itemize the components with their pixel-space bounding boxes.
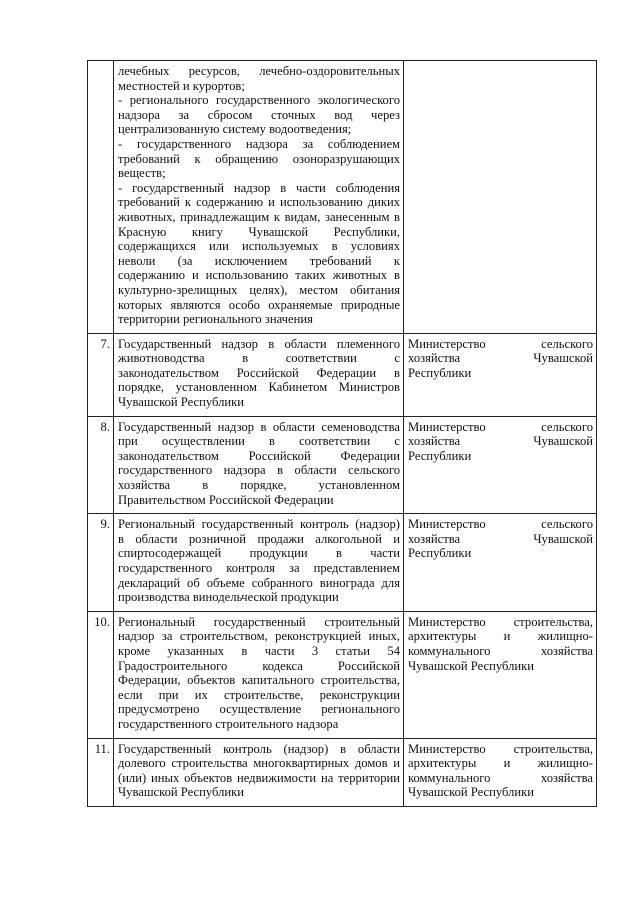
supervision-text-line: животноводства в соответствии с xyxy=(118,351,400,366)
supervision-text-line: государственного надзора в области сельского xyxy=(118,463,400,478)
supervision-table xyxy=(87,60,597,807)
supervision-type-cell xyxy=(114,61,404,334)
supervision-text-line: неволи (за исключением требований к xyxy=(118,253,400,268)
supervision-type-cell xyxy=(114,514,404,612)
responsible-body-line: Республики xyxy=(408,448,472,463)
supervision-text-line: требований к обращению озоноразрушающих xyxy=(118,151,400,166)
supervision-text-line: которых являются особо охраняемые природные xyxy=(118,297,400,312)
table-row xyxy=(88,514,597,612)
responsible-body-line: хозяйства Чувашской xyxy=(408,531,593,546)
responsible-body-line: архитектуры и жилищно- xyxy=(408,756,593,771)
supervision-text-line: надзор за строительством, реконструкцией иных, xyxy=(118,629,400,644)
responsible-body-line: хозяйства Чувашской xyxy=(408,351,593,366)
responsible-body-line: Министерство строительства, xyxy=(408,741,593,756)
supervision-type-cell xyxy=(114,333,404,416)
supervision-text-line: Государственный надзор в области семеноводства xyxy=(118,419,400,434)
supervision-text-line: хозяйства в порядке, установленном xyxy=(118,478,400,493)
supervision-text-line: животных, принадлежащим к видам, занесенным в xyxy=(118,209,400,224)
responsible-body-line: Чувашской Республики xyxy=(408,785,534,800)
supervision-text-line: производства винодельческой продукции xyxy=(118,590,339,605)
supervision-text-line: Государственный надзор в области племенного xyxy=(118,336,400,351)
row-number: 11. xyxy=(88,738,114,806)
row-number: 7. xyxy=(88,333,114,416)
supervision-text-line: Красную книгу Чувашской Республики, xyxy=(118,224,400,239)
supervision-text-line: надзора за сбросом сточных вод через xyxy=(118,107,400,122)
responsible-body-line: хозяйства Чувашской xyxy=(408,434,593,449)
supervision-text-line: веществ; xyxy=(118,166,166,181)
supervision-text-line: предусмотрено осуществление регионального xyxy=(118,702,400,717)
supervision-text-line: содержащихся или используемых в условиях xyxy=(118,239,400,254)
responsible-body-line: Министерство сельского xyxy=(408,419,593,434)
responsible-body-cell xyxy=(404,514,597,612)
responsible-body-line: Министерство строительства, xyxy=(408,614,593,629)
supervision-text-line: законодательством Российской Федерации в xyxy=(118,365,400,380)
supervision-text-line: Федерации, объектов капитального строительства, xyxy=(118,673,400,688)
supervision-type-cell xyxy=(114,416,404,514)
supervision-text-line: Чувашской Республики xyxy=(118,785,244,800)
supervision-type-cell xyxy=(114,611,404,738)
table-row xyxy=(88,611,597,738)
responsible-body-cell xyxy=(404,61,597,334)
responsible-body-cell xyxy=(404,611,597,738)
row-number: 8. xyxy=(88,416,114,514)
responsible-body-line: коммунального хозяйства xyxy=(408,770,593,785)
supervision-text-line: (или) иных объектов недвижимости на территории xyxy=(118,770,400,785)
supervision-text-line: территории регионального значения xyxy=(118,312,313,327)
supervision-text-line: при осуществлении в соответствии с xyxy=(118,434,400,449)
table-row xyxy=(88,416,597,514)
responsible-body-line: Республики xyxy=(408,365,472,380)
table-row xyxy=(88,333,597,416)
supervision-text-line: требований к содержанию и использованию диких xyxy=(118,195,400,210)
supervision-text-line: Государственный контроль (надзор) в области xyxy=(118,741,400,756)
supervision-text-line: Региональный государственный строительный xyxy=(118,614,400,629)
supervision-text-line: долевого строительства многоквартирных домов и xyxy=(118,756,400,771)
responsible-body-cell xyxy=(404,738,597,806)
supervision-text-line: государственного строительного надзора xyxy=(118,716,339,731)
row-number: 9. xyxy=(88,514,114,612)
supervision-text-line: Градостроительного кодекса Российской xyxy=(118,658,400,673)
supervision-text-line: - государственного надзора за соблюдением xyxy=(118,136,400,151)
responsible-body-line: Чувашской Республики xyxy=(408,658,534,673)
row-number: 10. xyxy=(88,611,114,738)
responsible-body-line: Министерство сельского xyxy=(408,517,593,532)
supervision-text-line: в области розничной продажи алкогольной и xyxy=(118,531,400,546)
responsible-body-line: Министерство сельского xyxy=(408,336,593,351)
supervision-text-line: если при их строительстве, реконструкции xyxy=(118,687,400,702)
supervision-text-line: - регионального государственного экологического xyxy=(118,93,400,108)
table-body xyxy=(88,61,597,807)
supervision-text-line: порядке, установленном Кабинетом Министров xyxy=(118,380,400,395)
table-row xyxy=(88,61,597,334)
responsible-body-cell xyxy=(404,333,597,416)
supervision-text-line: лечебных ресурсов, лечебно-оздоровительных xyxy=(118,64,400,78)
responsible-body-cell xyxy=(404,416,597,514)
responsible-body-line: Республики xyxy=(408,546,472,561)
supervision-text-line: кроме указанных в части 3 статьи 54 xyxy=(118,643,400,658)
row-number xyxy=(88,61,114,334)
supervision-text-line: деклараций об объеме собранного винограда для xyxy=(118,575,400,590)
table-row xyxy=(88,738,597,806)
supervision-text-line: государственного контроля за представлением xyxy=(118,561,400,575)
supervision-text-line: местностей и курортов; xyxy=(118,78,245,93)
supervision-text-line: культурно-зрелищных целях), местом обитания xyxy=(118,282,400,297)
supervision-text-line: спиртосодержащей продукции в части xyxy=(118,546,400,561)
supervision-text-line: законодательством Российской Федерации xyxy=(118,448,400,463)
supervision-text-line: Чувашской Республики xyxy=(118,395,244,410)
responsible-body-line: коммунального хозяйства xyxy=(408,643,593,658)
responsible-body-line: архитектуры и жилищно- xyxy=(408,629,593,644)
supervision-type-cell xyxy=(114,738,404,806)
supervision-text-line: централизованную систему водоотведения; xyxy=(118,122,352,137)
supervision-text-line: Правительством Российской Федерации xyxy=(118,492,334,507)
supervision-text-line: содержанию и использованию таких животных в xyxy=(118,268,400,283)
supervision-text-line: - государственный надзор в части соблюдения xyxy=(118,180,400,195)
supervision-text-line: Региональный государственный контроль (надзор) xyxy=(118,517,400,532)
